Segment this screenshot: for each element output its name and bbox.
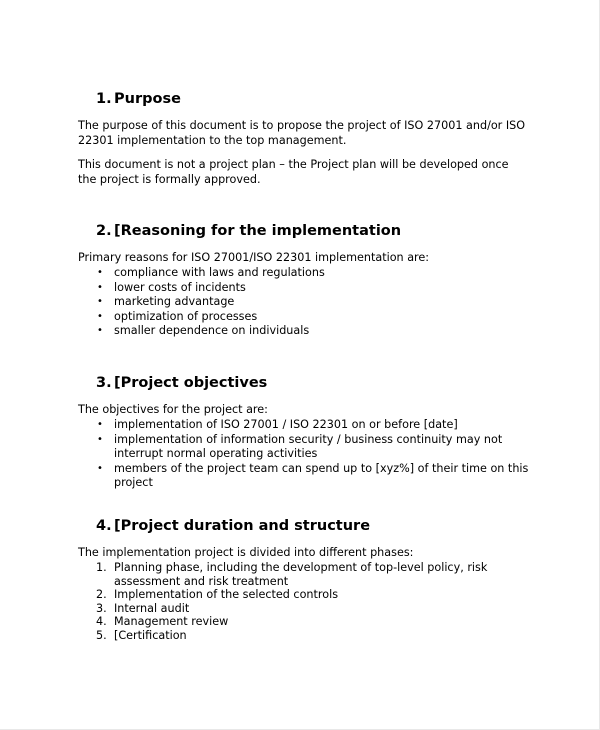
list-item-text: [Certification <box>114 628 187 642</box>
bullet-marker: • <box>97 433 103 445</box>
list-item <box>78 615 498 629</box>
list-item <box>78 462 538 491</box>
list-item-text: Implementation of the selected controls <box>114 588 339 602</box>
section-3-bullet-list <box>78 418 538 491</box>
section-1-number: 1. <box>96 91 112 107</box>
list-item-text: lower costs of incidents <box>114 280 246 294</box>
list-item <box>78 281 528 296</box>
section-1-paragraph-1: The purpose of this document is to propose the project of ISO 27001 and/or ISO 22301 implementation to the top management. <box>78 119 526 147</box>
list-item <box>78 561 498 588</box>
list-item <box>78 266 528 281</box>
list-item <box>78 295 528 310</box>
list-item <box>78 310 528 325</box>
list-item <box>78 433 538 462</box>
section-4-number: 4. <box>96 518 112 534</box>
section-1-title: Purpose <box>114 91 181 107</box>
section-1-heading <box>96 90 181 108</box>
section-4-numbered-list <box>78 561 498 643</box>
section-2-intro: Primary reasons for ISO 27001/ISO 22301 implementation are: <box>78 251 430 264</box>
bullet-marker: • <box>97 281 103 293</box>
list-item-text: Internal audit <box>114 601 190 615</box>
list-item-text: implementation of ISO 27001 / ISO 22301 on or before [date] <box>114 418 458 431</box>
list-item <box>78 602 498 616</box>
section-3-heading <box>96 374 267 392</box>
list-item <box>78 629 498 643</box>
bullet-marker: • <box>97 296 103 307</box>
section-2-title: [Reasoning for the implementation <box>114 223 402 239</box>
list-item-text: Planning phase, including the development of top-level policy, risk assessment and risk treatment <box>114 561 488 588</box>
section-1-paragraph-2: This document is not a project plan – the Project plan will be developed once the project is formally approved. <box>78 158 509 186</box>
section-4-title: [Project duration and structure <box>114 518 371 534</box>
bullet-marker: • <box>97 267 103 278</box>
bullet-marker: • <box>97 310 103 322</box>
list-item-text: marketing advantage <box>114 295 235 308</box>
bullet-marker: • <box>97 419 103 430</box>
list-item-text: smaller dependence on individuals <box>114 324 310 337</box>
section-2-number: 2. <box>96 223 112 239</box>
list-item <box>78 324 528 339</box>
number-marker: 4. <box>96 615 107 629</box>
section-3-title: [Project objectives <box>114 375 268 391</box>
bullet-marker: • <box>97 325 103 336</box>
list-item-text: compliance with laws and regulations <box>114 266 325 279</box>
list-item <box>78 588 498 602</box>
number-marker: 3. <box>96 601 107 615</box>
section-4-intro: The implementation project is divided into different phases: <box>78 546 414 559</box>
number-marker: 5. <box>96 628 107 642</box>
section-2-bullet-list <box>78 266 528 339</box>
section-3-number: 3. <box>96 375 112 391</box>
list-item-text: Management review <box>114 615 229 629</box>
list-item-text: implementation of information security / business continuity may not interrupt normal operating activities <box>114 432 503 460</box>
number-marker: 2. <box>96 588 107 602</box>
bullet-marker: • <box>97 462 103 474</box>
list-item-text: members of the project team can spend up to [xyz%] of their time on this project <box>114 461 529 489</box>
list-item-text: optimization of processes <box>114 309 258 323</box>
number-marker: 1. <box>96 561 107 574</box>
section-4-heading <box>96 517 370 535</box>
section-3-intro: The objectives for the project are: <box>78 403 268 416</box>
list-item <box>78 418 538 433</box>
section-2-heading <box>96 222 401 240</box>
